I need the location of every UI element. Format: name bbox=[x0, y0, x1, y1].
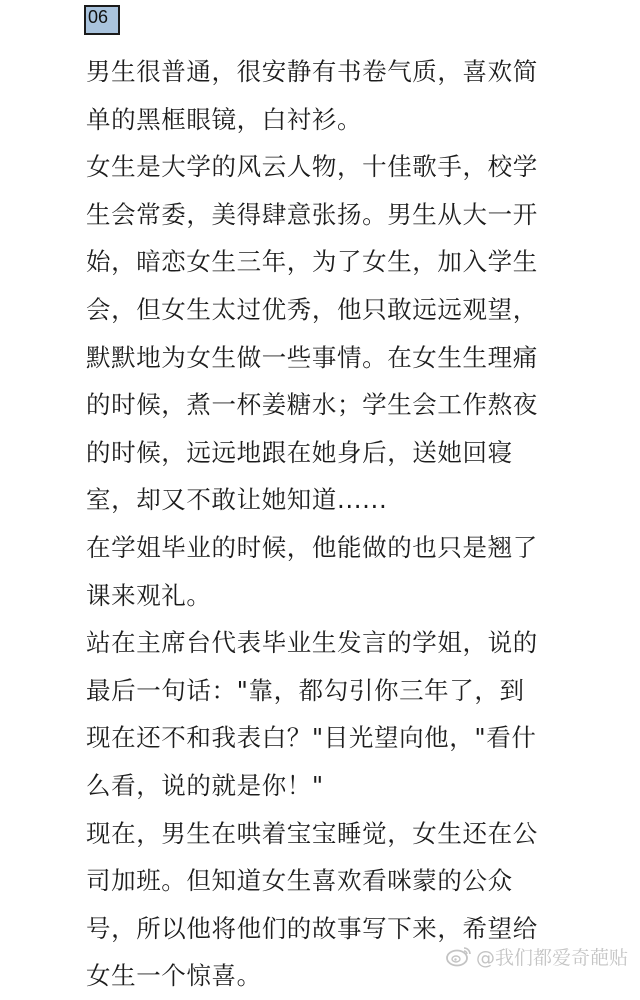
watermark bbox=[446, 942, 628, 970]
text-line: 现在还不和我表白？"目光望向他，"看什 bbox=[86, 723, 537, 753]
text-line: 么看，说的就是你！" bbox=[86, 770, 324, 800]
text-line: 的时候，煮一杯姜糖水；学生会工作熬夜 bbox=[86, 390, 538, 420]
text-line: 室，却又不敢让她知道...... bbox=[86, 485, 388, 515]
text-line: 站在主席台代表毕业生发言的学姐，说的 bbox=[86, 628, 538, 658]
text-line: 女生是大学的风云人物，十佳歌手，校学 bbox=[86, 152, 538, 182]
text-line: 现在，男生在哄着宝宝睡觉，女生还在公 bbox=[86, 818, 538, 848]
text-line: 的时候，远远地跟在她身后，送她回寝 bbox=[86, 437, 513, 467]
text-line: 号，所以他将他们的故事写下来，希望给 bbox=[86, 913, 538, 943]
watermark-text: @我们都爱奇葩贴 bbox=[475, 946, 628, 969]
text-line: 男生很普通，很安静有书卷气质，喜欢简 bbox=[86, 57, 538, 86]
text-line: 司加班。但知道女生喜欢看咪蒙的公众 bbox=[86, 866, 513, 896]
section-number-badge: 06 bbox=[84, 5, 120, 35]
text-line: 会，但女生太过优秀，他只敢远远观望， bbox=[86, 294, 538, 324]
text-line: 课来观礼。 bbox=[86, 580, 212, 610]
text-line: 最后一句话："靠，都勾引你三年了，到 bbox=[86, 675, 525, 705]
text-line: 单的黑框眼镜，白衬衫。 bbox=[86, 104, 363, 134]
story-text bbox=[86, 48, 566, 1000]
text-line: 女生一个惊喜。 bbox=[86, 961, 262, 991]
text-line: 默默地为女生做一些事情。在女生生理痛 bbox=[86, 342, 538, 372]
text-line: 在学姐毕业的时候，他能做的也只是翘了 bbox=[86, 532, 538, 562]
text-line: 生会常委，美得肆意张扬。男生从大一开 bbox=[86, 199, 538, 229]
text-line: 始，暗恋女生三年，为了女生，加入学生 bbox=[86, 247, 538, 277]
weibo-icon bbox=[446, 945, 472, 967]
